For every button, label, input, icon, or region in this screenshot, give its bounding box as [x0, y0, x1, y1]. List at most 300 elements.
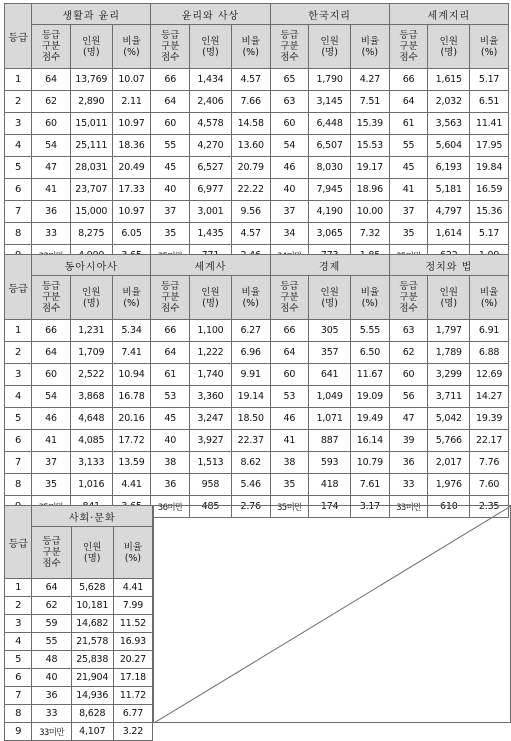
- count-header-line: (명): [82, 297, 100, 309]
- ratio-cell: 19.84: [470, 157, 509, 179]
- ratio-cell: 16.78: [112, 386, 151, 408]
- cut-score-cell: 36: [32, 687, 71, 705]
- blank-cell-with-diagonal: [153, 505, 511, 723]
- cut-score-cell: 34: [270, 223, 309, 245]
- cut-score-cell: 66: [389, 69, 428, 91]
- count-cell: 1,049: [309, 386, 351, 408]
- count-cell: 21,578: [71, 633, 113, 651]
- cut-score-cell: 65: [270, 69, 309, 91]
- diagonal-line: [154, 506, 511, 724]
- cut-score-header: [32, 276, 71, 320]
- ratio-header-line: 비율: [479, 35, 499, 47]
- ratio-cell: 6.27: [231, 320, 270, 342]
- count-header-line: (명): [82, 46, 100, 58]
- table-row: [5, 113, 509, 135]
- cut-score-cell: 63: [389, 320, 428, 342]
- cut-score-cell: 36: [151, 474, 190, 496]
- ratio-cell: 15.39: [351, 113, 390, 135]
- grade-cell: 7: [5, 687, 32, 705]
- table-row: [5, 633, 153, 651]
- table-row: [5, 474, 509, 496]
- ratio-cell: 10.97: [112, 113, 151, 135]
- ratio-cell: 5.17: [470, 223, 509, 245]
- ratio-cell: 4.57: [231, 223, 270, 245]
- ratio-header-line: (%): [361, 46, 379, 58]
- count-cell: 6,527: [190, 157, 232, 179]
- ratio-cell: 7.60: [470, 474, 509, 496]
- cut-score-cell: 47: [389, 408, 428, 430]
- ratio-cell: 18.36: [112, 135, 151, 157]
- count-header-line: (명): [202, 46, 219, 58]
- ratio-header-line: 비율: [360, 35, 380, 47]
- ratio-cell: 19.49: [351, 408, 390, 430]
- grade-cell: 1: [5, 69, 32, 91]
- ratio-header-line: 비율: [241, 35, 260, 47]
- cut-score-cell: 56: [389, 386, 428, 408]
- cut-score-cell: 55: [389, 135, 428, 157]
- cut-score-cell: 35: [389, 223, 428, 245]
- ratio-cell: 4.57: [231, 69, 270, 91]
- count-cell: 593: [309, 452, 351, 474]
- ratio-cell: 20.27: [113, 651, 152, 669]
- cut-score-header-line: 점수: [41, 52, 61, 63]
- count-cell: 28,031: [70, 157, 112, 179]
- count-cell: 357: [309, 342, 351, 364]
- table-row: [5, 364, 509, 386]
- ratio-cell: 11.52: [113, 615, 152, 633]
- count-cell: 4,270: [190, 135, 232, 157]
- count-cell: 6,448: [309, 113, 351, 135]
- ratio-cell: 6.96: [231, 342, 270, 364]
- grade-table-2: [4, 254, 509, 518]
- count-header-line: (명): [440, 297, 458, 309]
- count-cell: 1,797: [428, 320, 470, 342]
- cut-score-cell: 60: [32, 113, 71, 135]
- ratio-cell: 7.76: [470, 452, 509, 474]
- count-header: [309, 276, 351, 320]
- count-cell: 4,085: [70, 430, 112, 452]
- ratio-cell: 16.59: [470, 179, 509, 201]
- cut-score-header-line: 구분: [161, 41, 180, 52]
- table-row: [5, 597, 153, 615]
- ratio-header: [112, 276, 151, 320]
- ratio-header-line: (%): [124, 552, 142, 564]
- table-row: [5, 201, 509, 223]
- grade-header: 등급: [5, 506, 32, 579]
- cut-score-header-line: 등급: [161, 281, 180, 292]
- cut-score-cell: 36: [389, 452, 428, 474]
- grade-cell: 1: [5, 579, 32, 597]
- count-header: [428, 25, 470, 69]
- cut-score-cell: 61: [151, 364, 190, 386]
- table-row: [5, 408, 509, 430]
- count-cell: 3,247: [190, 408, 232, 430]
- cut-score-header: [32, 527, 71, 579]
- cut-score-header: [270, 276, 309, 320]
- count-cell: 1,740: [190, 364, 232, 386]
- ratio-cell: 6.05: [112, 223, 151, 245]
- count-header-line: 인원: [82, 286, 101, 298]
- count-cell: 3,133: [70, 452, 112, 474]
- ratio-cell: 12.69: [470, 364, 509, 386]
- count-cell: 5,042: [428, 408, 470, 430]
- count-cell: 3,927: [190, 430, 232, 452]
- ratio-cell: 9.56: [231, 201, 270, 223]
- cut-score-cell: 38: [270, 452, 309, 474]
- table-row: [5, 179, 509, 201]
- count-cell: 305: [309, 320, 351, 342]
- cut-score-cell: 41: [389, 179, 428, 201]
- ratio-cell: 11.41: [470, 113, 509, 135]
- table-row: [5, 651, 153, 669]
- cut-score-cell: 47: [32, 157, 71, 179]
- cut-score-cell: 62: [389, 342, 428, 364]
- subject-header: 경제: [270, 255, 389, 276]
- cut-score-cell: 64: [389, 91, 428, 113]
- cut-score-header-line: 점수: [161, 303, 180, 314]
- cut-score-cell: 37: [151, 201, 190, 223]
- ratio-cell: 6.88: [470, 342, 509, 364]
- cut-score-cell: 48: [32, 651, 71, 669]
- count-cell: 418: [309, 474, 351, 496]
- ratio-cell: 22.37: [231, 430, 270, 452]
- count-cell: 15,011: [70, 113, 112, 135]
- cut-score-cell: 33: [389, 474, 428, 496]
- cut-score-cell: 41: [32, 430, 71, 452]
- count-cell: 2,017: [428, 452, 470, 474]
- count-cell: 7,945: [309, 179, 351, 201]
- ratio-cell: 17.72: [112, 430, 151, 452]
- ratio-cell: 19.39: [470, 408, 509, 430]
- ratio-header-line: (%): [480, 297, 498, 309]
- count-cell: 610: [428, 496, 470, 518]
- cut-score-cell: 40: [151, 179, 190, 201]
- ratio-cell: 4.41: [112, 474, 151, 496]
- cut-score-cell: 66: [151, 69, 190, 91]
- cut-score-header-line: 구분: [42, 547, 61, 558]
- subject-header: 생활과 윤리: [32, 4, 151, 25]
- cut-score-header-line: 등급: [161, 30, 180, 41]
- count-cell: 1,435: [190, 223, 232, 245]
- count-cell: 1,231: [70, 320, 112, 342]
- ratio-cell: 11.72: [113, 687, 152, 705]
- cut-score-cell: 66: [270, 320, 309, 342]
- ratio-cell: 2.76: [231, 496, 270, 518]
- ratio-cell: 3.22: [113, 723, 152, 741]
- cut-score-cell: 45: [151, 408, 190, 430]
- grade-cell: 3: [5, 364, 32, 386]
- cut-score-header-line: 등급: [399, 281, 418, 292]
- cut-score-header-line: 구분: [161, 292, 180, 303]
- cut-score-cell: 37: [32, 452, 71, 474]
- count-cell: 6,977: [190, 179, 232, 201]
- ratio-cell: 13.60: [231, 135, 270, 157]
- grade-cell: 9: [5, 723, 32, 741]
- count-cell: 15,000: [70, 201, 112, 223]
- cut-score-cell: 62: [32, 597, 71, 615]
- cut-score-cell: 54: [32, 135, 71, 157]
- count-cell: 2,032: [428, 91, 470, 113]
- count-cell: 4,797: [428, 201, 470, 223]
- cut-score-header-line: 구분: [280, 41, 299, 52]
- count-header-line: 인원: [201, 286, 220, 298]
- cut-score-header-line: 등급: [280, 30, 299, 41]
- cut-score-cell: 64: [270, 342, 309, 364]
- ratio-cell: 19.14: [231, 386, 270, 408]
- ratio-cell: 6.77: [113, 705, 152, 723]
- cut-score-header-line: 점수: [42, 558, 61, 569]
- count-cell: 3,065: [309, 223, 351, 245]
- cut-score-cell: 60: [151, 113, 190, 135]
- cut-score-cell: 41: [270, 430, 309, 452]
- ratio-cell: 20.49: [112, 157, 151, 179]
- count-cell: 10,181: [71, 597, 113, 615]
- count-cell: 1,016: [70, 474, 112, 496]
- ratio-cell: 10.79: [351, 452, 390, 474]
- ratio-cell: 2.35: [470, 496, 509, 518]
- count-cell: 485: [190, 496, 232, 518]
- grade-cell: 6: [5, 430, 32, 452]
- grade-header: 등급: [5, 4, 32, 69]
- grade-header: 등급: [5, 255, 32, 320]
- count-cell: 8,628: [71, 705, 113, 723]
- cut-score-header-line: 등급: [280, 281, 299, 292]
- cut-score-cell: 64: [32, 69, 71, 91]
- count-cell: 25,838: [71, 651, 113, 669]
- cut-score-cell: 60: [270, 364, 309, 386]
- ratio-header-line: (%): [480, 46, 498, 58]
- cut-score-cell: 61: [389, 113, 428, 135]
- count-cell: 174: [309, 496, 351, 518]
- count-cell: 3,145: [309, 91, 351, 113]
- ratio-cell: 16.14: [351, 430, 390, 452]
- ratio-cell: 15.53: [351, 135, 390, 157]
- cut-score-cell: 64: [151, 91, 190, 113]
- ratio-cell: 7.51: [351, 91, 390, 113]
- count-cell: 1,790: [309, 69, 351, 91]
- count-cell: 3,868: [70, 386, 112, 408]
- grade-cell: 3: [5, 615, 32, 633]
- ratio-header-line: 비율: [123, 541, 143, 553]
- cut-score-cell: 55: [151, 135, 190, 157]
- count-cell: 14,682: [71, 615, 113, 633]
- grade-cell: 6: [5, 669, 32, 687]
- ratio-cell: 7.66: [231, 91, 270, 113]
- ratio-cell: 22.22: [231, 179, 270, 201]
- table-row: [5, 320, 509, 342]
- cut-score-cell: 45: [389, 157, 428, 179]
- table-row: [5, 91, 509, 113]
- cut-score-header-line: 점수: [280, 303, 299, 314]
- count-cell: 1,222: [190, 342, 232, 364]
- count-cell: 13,769: [70, 69, 112, 91]
- count-cell: 4,190: [309, 201, 351, 223]
- table-row: [5, 452, 509, 474]
- count-cell: 8,030: [309, 157, 351, 179]
- ratio-header-line: (%): [242, 297, 259, 309]
- cut-score-cell: 33: [32, 223, 71, 245]
- cut-score-cell: 40: [151, 430, 190, 452]
- ratio-cell: 14.27: [470, 386, 509, 408]
- cut-score-header: [389, 25, 428, 69]
- grade-cell: 4: [5, 135, 32, 157]
- ratio-header-line: 비율: [122, 35, 141, 47]
- count-cell: 1,071: [309, 408, 351, 430]
- cut-score-cell: 60: [270, 113, 309, 135]
- cut-score-cell: 45: [151, 157, 190, 179]
- cut-score-cell: 36: [32, 201, 71, 223]
- table-row: [5, 615, 153, 633]
- ratio-header: [112, 25, 151, 69]
- ratio-cell: 15.36: [470, 201, 509, 223]
- ratio-cell: 10.97: [112, 201, 151, 223]
- count-cell: 1,100: [190, 320, 232, 342]
- cut-score-cell: 66: [151, 320, 190, 342]
- count-cell: 4,107: [71, 723, 113, 741]
- count-cell: 5,766: [428, 430, 470, 452]
- ratio-header-line: (%): [123, 46, 140, 58]
- cut-score-cell: 35미만: [270, 496, 309, 518]
- count-cell: 641: [309, 364, 351, 386]
- grade-cell: 7: [5, 452, 32, 474]
- ratio-cell: 10.94: [112, 364, 151, 386]
- cut-score-cell: 35: [151, 223, 190, 245]
- table-row: [5, 705, 153, 723]
- count-header: [190, 25, 232, 69]
- grade-cell: 5: [5, 157, 32, 179]
- count-cell: 3,711: [428, 386, 470, 408]
- table-row: [5, 157, 509, 179]
- cut-score-cell: 64: [32, 579, 71, 597]
- ratio-cell: 3.17: [351, 496, 390, 518]
- cut-score-header: [151, 25, 190, 69]
- ratio-header-line: 비율: [122, 286, 141, 298]
- count-cell: 3,360: [190, 386, 232, 408]
- count-header: [71, 527, 113, 579]
- ratio-cell: 10.00: [351, 201, 390, 223]
- table-row: [5, 723, 153, 741]
- ratio-cell: 18.50: [231, 408, 270, 430]
- ratio-cell: 5.17: [470, 69, 509, 91]
- grade-cell: 7: [5, 201, 32, 223]
- ratio-cell: 8.62: [231, 452, 270, 474]
- count-cell: 3,001: [190, 201, 232, 223]
- cut-score-header-line: 점수: [41, 303, 61, 314]
- ratio-header: [113, 527, 152, 579]
- count-header-line: 인원: [201, 35, 220, 47]
- cut-score-cell: 64: [151, 342, 190, 364]
- cut-score-cell: 33미만: [389, 496, 428, 518]
- grade-cell: 2: [5, 597, 32, 615]
- count-cell: 4,648: [70, 408, 112, 430]
- count-cell: 3,563: [428, 113, 470, 135]
- ratio-header: [231, 25, 270, 69]
- count-cell: 5,604: [428, 135, 470, 157]
- ratio-cell: 13.59: [112, 452, 151, 474]
- grade-cell: 6: [5, 179, 32, 201]
- grade-cell: 8: [5, 223, 32, 245]
- cut-score-cell: 54: [32, 386, 71, 408]
- cut-score-cell: 53: [151, 386, 190, 408]
- subject-header: 동아시아사: [32, 255, 151, 276]
- grade-cell: 8: [5, 705, 32, 723]
- count-cell: 5,181: [428, 179, 470, 201]
- cut-score-header-line: 등급: [41, 281, 61, 292]
- cut-score-cell: 35: [270, 474, 309, 496]
- ratio-cell: 20.16: [112, 408, 151, 430]
- cut-score-cell: 46: [270, 408, 309, 430]
- ratio-header-line: 비율: [360, 286, 380, 298]
- ratio-header-line: (%): [361, 297, 379, 309]
- ratio-cell: 7.32: [351, 223, 390, 245]
- cut-score-cell: 64: [32, 342, 71, 364]
- count-header-line: 인원: [320, 286, 339, 298]
- count-header-line: 인원: [82, 35, 101, 47]
- count-cell: 3,299: [428, 364, 470, 386]
- ratio-header: [351, 25, 390, 69]
- cut-score-cell: 37: [389, 201, 428, 223]
- ratio-cell: 11.67: [351, 364, 390, 386]
- count-cell: 14,936: [71, 687, 113, 705]
- count-header-line: (명): [321, 46, 338, 58]
- ratio-cell: 4.41: [113, 579, 152, 597]
- count-cell: 2,890: [70, 91, 112, 113]
- ratio-header: [470, 276, 509, 320]
- table-row: [5, 430, 509, 452]
- count-cell: 1,614: [428, 223, 470, 245]
- ratio-cell: 19.17: [351, 157, 390, 179]
- cut-score-cell: 60: [32, 364, 71, 386]
- cut-score-header-line: 구분: [41, 292, 61, 303]
- cut-score-cell: 35: [32, 474, 71, 496]
- cut-score-header: [389, 276, 428, 320]
- ratio-cell: 17.95: [470, 135, 509, 157]
- cut-score-cell: 39: [389, 430, 428, 452]
- grade-cell: 2: [5, 342, 32, 364]
- ratio-header-line: 비율: [479, 286, 499, 298]
- cut-score-header-line: 등급: [42, 536, 61, 547]
- subject-header: 한국지리: [270, 4, 389, 25]
- cut-score-header-line: 점수: [399, 303, 418, 314]
- ratio-cell: 18.96: [351, 179, 390, 201]
- count-cell: 1,709: [70, 342, 112, 364]
- ratio-cell: 14.58: [231, 113, 270, 135]
- ratio-cell: 9.91: [231, 364, 270, 386]
- count-cell: 6,507: [309, 135, 351, 157]
- count-cell: 1,615: [428, 69, 470, 91]
- count-cell: 1,976: [428, 474, 470, 496]
- count-cell: 4,578: [190, 113, 232, 135]
- count-header: [70, 276, 112, 320]
- table-row: [5, 69, 509, 91]
- count-header-line: (명): [321, 297, 338, 309]
- cut-score-header: [151, 276, 190, 320]
- count-header-line: 인원: [83, 541, 102, 553]
- cut-score-cell: 62: [32, 91, 71, 113]
- ratio-cell: 4.27: [351, 69, 390, 91]
- count-cell: 1,513: [190, 452, 232, 474]
- ratio-header-line: (%): [242, 46, 259, 58]
- count-cell: 21,904: [71, 669, 113, 687]
- cut-score-cell: 55: [32, 633, 71, 651]
- subject-header: 사회·문화: [32, 506, 153, 527]
- subject-header: 세계지리: [389, 4, 508, 25]
- count-header-line: 인원: [320, 35, 339, 47]
- cut-score-cell: 40: [32, 669, 71, 687]
- cut-score-header-line: 구분: [41, 41, 61, 52]
- table-row: [5, 386, 509, 408]
- cut-score-cell: 41: [32, 179, 71, 201]
